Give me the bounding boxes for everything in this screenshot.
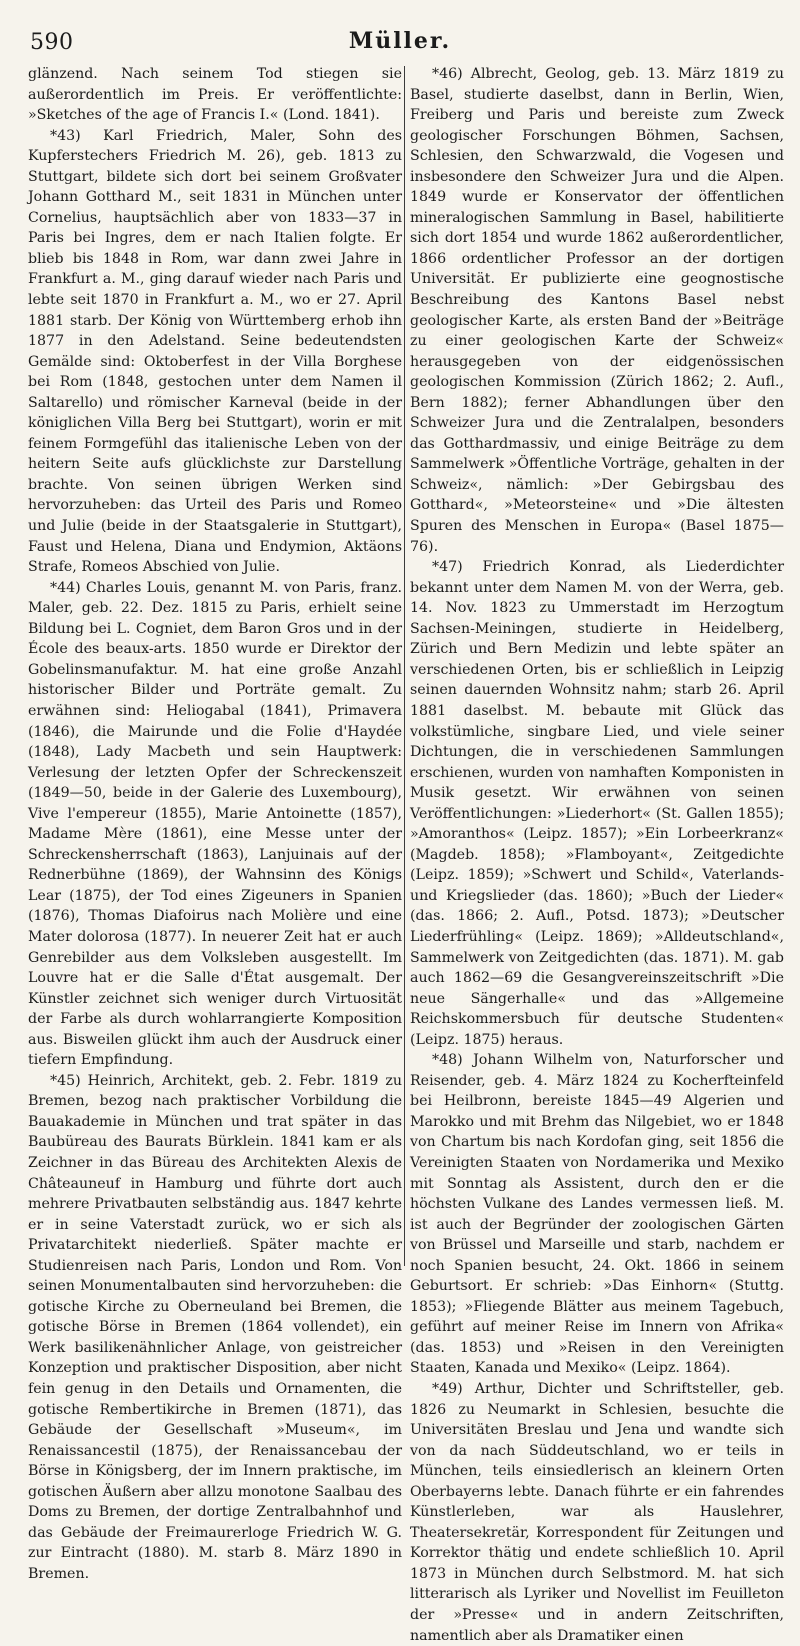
page-number: 590: [30, 30, 74, 55]
entry-48-johann-wilhelm: *48) Johann Wilhelm von, Naturforscher und Reisender, geb. 4. März 1824 zu Kocherfteinfeld bei Heilbronn, bereiste 1845—49 Algerien und Marokko und mit Brehm das Nilgebiet, wo er 1848 von Chartum bis nach Kordofan ging, seit 1856 die Vereinigten Staaten von Nordamerika und Mexiko mit Sonntag als Assistent, durch den er die höchsten Vulkane des Landes vermessen ließ. M. ist auch der Begründer der zoologischen Gärten von Brüssel und Marseille und starb, nachdem er noch Spanien besucht, 24. Okt. 1866 in seinem Geburtsort. Er schrieb: »Das Einhorn« (Stuttg. 1853); »Fliegende Blätter aus meinem Tagebuch, geführt auf meiner Reise im Innern von Afrika« (das. 1853) und »Reisen in den Vereinigten Staaten, Kanada und Mexiko« (Leipz. 1864).: [410, 1052, 784, 1377]
entry-47-friedrich-konrad: *47) Friedrich Konrad, als Liederdichter bekannt unter dem Namen M. von der Werra, geb. 14. Nov. 1823 zu Ummerstadt im Herzogtum Sachsen-Meiningen, studierte in Heidelberg, Zürich und Bern Medizin und lebte später an verschiedenen Orten, bis er schließlich in Leipzig seinen dauernden Wohnsitz nahm; starb 26. April 1881 daselbst. M. bebaute mit Glück das volkstümliche, singbare Lied, und viele seiner Dichtungen, die in verschiedenen Sammlungen erschienen, wurden von namhaften Komponisten in Musik gesetzt. Wir erwähnen von seinen Veröffentlichungen: »Liederhort« (St. Gallen 1855); »Amoranthos« (Leipz. 1857); »Ein Lorbeerkranz« (Magdeb. 1858); »Flamboyant«, Zeitgedichte (Leipz. 1859); »Schwert und Schild«, Vaterlands- und Kriegslieder (das. 1860); »Buch der Lieder« (das. 1866; 2. Aufl., Potsd. 1873); »Deutscher Liederfrühling« (Leipz. 1869); »Alldeutschland«, Sammelwerk von Zeitgedichten (das. 1871). M. gab auch 1862—69 die Gesangvereinszeitschrift »Die neue Sängerhalle« und das »Allgemeine Reichskommersbuch für deutsche Studenten« (Leipz. 1875) heraus.: [410, 559, 784, 1048]
entry-43-karl-friedrich: *43) Karl Friedrich, Maler, Sohn des Kupferstechers Friedrich M. 26), geb. 1813 zu Stuttgart, bildete sich dort bei seinem Großvater Johann Gotthard M., seit 1831 in München unter Cornelius, hauptsächlich aber von 1833—37 in Paris bei Ingres, dem er nach Italien folgte. Er blieb bis 1848 in Rom, war dann zwei Jahre in Frankfurt a. M., ging darauf wieder nach Paris und lebte seit 1870 in Frankfurt a. M., wo er 27. April 1881 starb. Der König von Württemberg erhob ihn 1877 in den Adelstand. Seine bedeutendsten Gemälde sind: Oktoberfest in der Villa Borghese bei Rom (1848, gestochen unter dem Namen il Saltarello) und römischer Karneval (beide in der königlichen Villa Berg bei Stuttgart), worin er mit feinem Formgefühl das italienische Leben von der heitern Seite aufs glücklichste zur Darstellung brachte. Von seinen übrigen Werken sind hervorzuheben: das Urteil des Paris und Romeo und Julie (beide in der Staatsgalerie in Stuttgart), Faust und Helena, Diana und Endymion, Aktäons Strafe, Romeos Abschied von Julie.: [28, 127, 402, 576]
column-divider: [404, 66, 405, 1266]
entry-44-charles-louis: *44) Charles Louis, genannt M. von Paris, franz. Maler, geb. 22. Dez. 1815 zu Paris, erhielt seine Bildung bei L. Cogniet, dem Baron Gros und in der École des beaux-arts. 1850 wurde er Direktor der Gobelinsmanufaktur. M. hat eine große Anzahl historischer Bilder und Porträte gemalt. Zu erwähnen sind: Heliogabal (1841), Primavera (1846), die Mairunde und die Folie d'Haydée (1848), Lady Macbeth und sein Hauptwerk: Verlesung der letzten Opfer der Schreckenszeit (1849—50, beide in der Galerie des Luxembourg), Vive l'empereur (1855), Marie Antoinette (1857), Madame Mère (1861), eine Messe unter der Schreckensherrschaft (1863), Lanjuinais auf der Rednerbühne (1869), der Wahnsinn des Königs Lear (1875), der Tod eines Zigeuners in Spanien (1876), Thomas Diafoirus nach Molière und eine Mater dolorosa (1877). In neuerer Zeit hat er auch Genrebilder aus dem Volksleben ausgestellt. Im Louvre hat er die Salle d'État ausgemalt. Der Künstler zeichnet sich weniger durch Virtuosität der Farbe als durch wohlarrangierte Komposition aus. Bisweilen glückt ihm auch der Ausdruck einer tiefern Empfindung.: [28, 579, 402, 1069]
right-column: [410, 64, 784, 1644]
page-header: [0, 0, 800, 60]
entry-45-heinrich: *45) Heinrich, Architekt, geb. 2. Febr. 1819 zu Bremen, bezog nach praktischer Vorbildung die Bauakademie in München und trat später in das Baubüreau des Baurats Bürklein. 1841 kam er als Zeichner in das Büreau des Architekten Alexis de Châteauneuf in Hamburg und führte dort auch mehrere Privatbauten selbständig aus. 1847 kehrte er in seine Vaterstadt zurück, wo er sich als Privatarchitekt niederließ. Später machte er Studienreisen nach Paris, London und Rom. Von seinen Monumentalbauten sind hervorzuheben: die gotische Kirche zu Oberneuland bei Bremen, die gotische Börse in Bremen (1864 vollendet), ein Werk basilikenähnlicher Anlage, von geistreicher Konzeption und praktischer Disposition, aber nicht fein genug in den Details und Ornamenten, die gotische Rembertikirche in Bremen (1871), das Gebäude der Gesellschaft »Museum«, im Renaissancestil (1875), der Renaissancebau der Börse in Königsberg, der im Innern praktische, im gotischen Äußern aber allzu monotone Saalbau des Doms zu Bremen, der dortige Zentralbahnhof und das Gebäude der Freimaurerloge Friedrich W. G. zur Eintracht (1880). M. starb 8. März 1890 in Bremen.: [28, 1072, 402, 1582]
left-column: [28, 64, 402, 1582]
entry-46-albrecht: *46) Albrecht, Geolog, geb. 13. März 1819 zu Basel, studierte daselbst, dann in Berlin, Wien, Freiberg und Paris und bereiste zum Zweck geologischer Forschungen Böhmen, Sachsen, Schlesien, den Schwarzwald, die Vogesen und insbesondere den Schweizer Jura und die Alpen. 1849 wurde er Konservator der öffentlichen mineralogischen Sammlung in Basel, habilitierte sich dort 1854 und wurde 1862 außerordentlicher, 1866 ordentlicher Professor an der dortigen Universität. Er publizierte eine geognostische Beschreibung des Kantons Basel nebst geologischer Karte, als ersten Band der »Beiträge zu einer geologischen Karte der Schweiz« herausgegeben von der eidgenössischen geologischen Kommission (Zürich 1862; 2. Aufl., Bern 1882); ferner Abhandlungen über den Schweizer Jura und die Zentralalpen, besonders das Gotthardmassiv, und einige Beiträge zu dem Sammelwerk »Öffentliche Vorträge, gehalten in der Schweiz«, nämlich: »Der Gebirgsbau des Gotthard«, »Meteorsteine« und »Die ältesten Spuren des Menschen in Europa« (Basel 1875—76).: [410, 66, 784, 555]
paragraph-continuation: glänzend. Nach seinem Tod stiegen sie außerordentlich im Preis. Er veröffentlichte: »Sketches of the age of Francis I.« (Lond. 1841).: [28, 66, 402, 124]
entry-49-arthur: *49) Arthur, Dichter und Schriftsteller, geb. 1826 zu Neumarkt in Schlesien, besuchte die Universitäten Breslau und Jena und wandte sich von da nach Süddeutschland, wo er teils in München, teils einsiedlerisch an kleinern Orten Oberbayerns lebte. Danach führte er ein fahrendes Künstlerleben, war als Hauslehrer, Theatersekretär, Korrespondent für Zeitungen und Korrektor thätig und endete schließlich 10. April 1873 in München durch Selbstmord. M. hat sich litterarisch als Lyriker und Novellist im Feuilleton der »Presse« und in andern Zeitschriften, namentlich aber als Dramatiker einen: [410, 1381, 784, 1644]
running-head: Müller.: [348, 28, 452, 54]
